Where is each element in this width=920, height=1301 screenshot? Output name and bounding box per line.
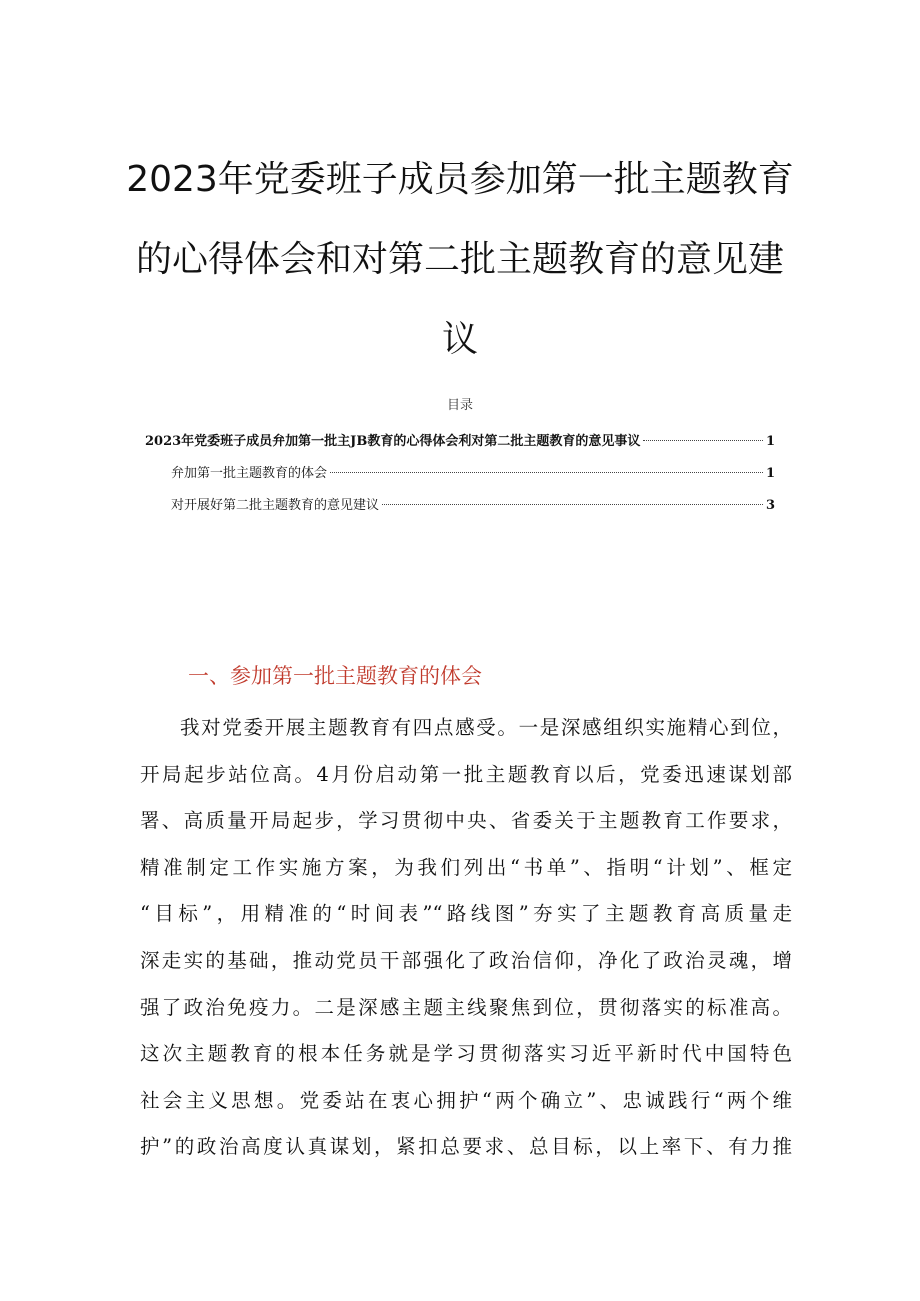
toc-entry-text: 对开展好第二批主题教育的意见建议 [171,498,380,513]
toc-entry-page: 1 [765,466,775,481]
body-line: “目标”，用精准的“时间表”“路线图”夯实了主题教育高质量走 [140,902,792,926]
toc-entry[interactable] [145,490,775,522]
toc-leader-dots [330,472,763,473]
document-title [100,140,820,380]
body-line: 署、高质量开局起步，学习贯彻中央、省委关于主题教育工作要求， [140,809,792,833]
body-line: 社会主义思想。党委站在衷心拥护“两个确立”、忠诚践行“两个维 [140,1088,792,1112]
toc-entry-text: 弁加第一批主题教育的体会 [171,466,328,481]
toc-entry[interactable] [145,458,775,490]
title-line: 2023年党委班子成员参加第一批主题教育 [126,159,794,200]
title-line: 的心得体会和对第二批主题教育的意见建 [135,239,784,280]
body-line: 护”的政治高度认真谋划，紧扣总要求、总目标，以上率下、有力推 [140,1135,792,1159]
toc-entry-page: 3 [765,498,775,513]
toc-entry[interactable] [145,426,775,458]
body-line: 强了政治免疫力。二是深感主题主线聚焦到位，贯彻落实的标准高。 [140,995,792,1019]
table-of-contents [145,426,775,522]
toc-leader-dots [382,504,763,505]
toc-leader-dots [643,440,763,441]
body-line: 深走实的基础，推动党员干部强化了政治信仰，净化了政治灵魂，增 [140,948,792,972]
body-line: 我对党委开展主题教育有四点感受。一是深感组织实施精心到位， [180,716,792,739]
body-paragraph [140,705,792,1171]
body-line: 开局起步站位高。4月份启动第一批主题教育以后，党委迅速谋划部 [140,762,792,786]
toc-entry-text: 2023年党委班子成员弁加第一批主JB教育的心得体会利对第二批主题教育的意见事议 [145,434,641,449]
toc-entry-page: 1 [765,434,775,449]
body-line: 这次主题教育的根本任务就是学习贯彻落实习近平新时代中国特色 [140,1042,792,1066]
body-line: 精准制定工作实施方案，为我们列出“书单”、指明“计划”、框定 [140,855,792,879]
title-line: 议 [441,319,478,360]
toc-heading: 目录 [446,398,473,413]
section-heading: 一、参加第一批主题教育的体会 [188,664,482,688]
